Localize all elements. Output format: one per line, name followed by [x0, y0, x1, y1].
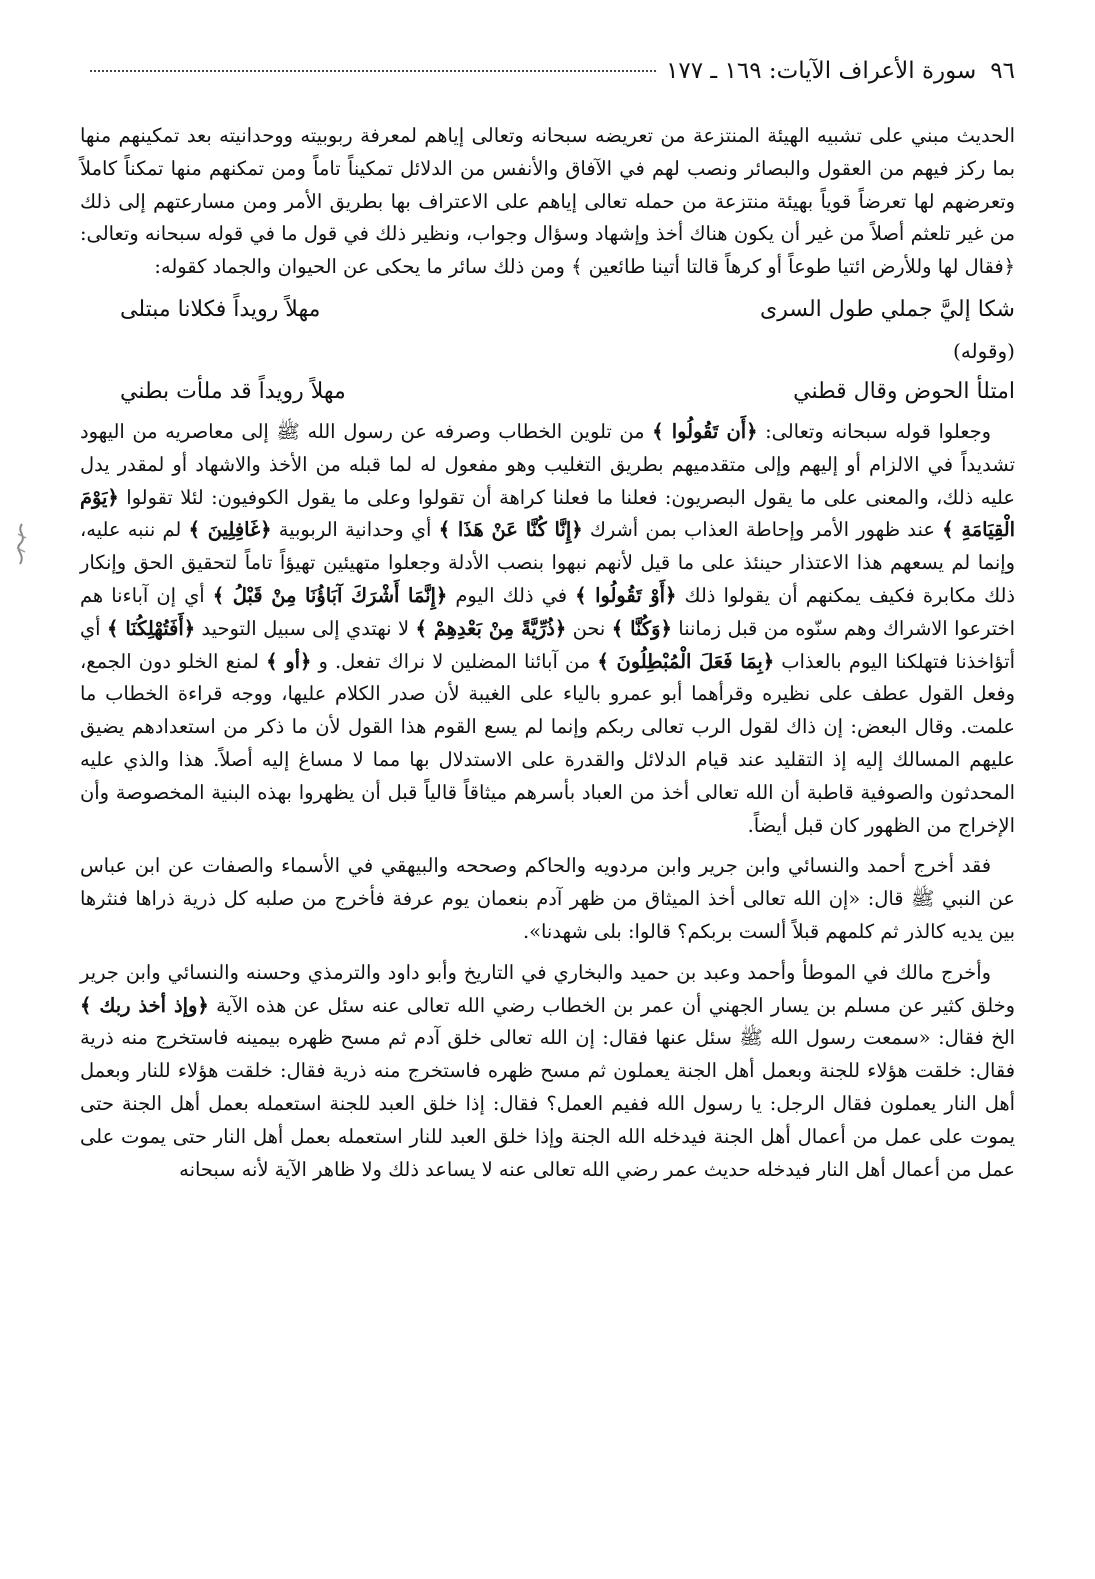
- verse-1-second-half: مهلاً رويداً فكلانا مبتلى: [120, 296, 321, 322]
- verse-2-second-half: مهلاً رويداً قد ملأت بطني: [120, 378, 346, 404]
- header-leader-dots: [90, 70, 656, 72]
- verse-2-first-half: امتلأ الحوض وقال قطني: [793, 378, 1015, 404]
- chapter-title: سورة الأعراف الآيات: ١٦٩ ـ ١٧٧: [666, 58, 977, 84]
- quran-quote: ﴿إِنَّمَا أَشْرَكَ آبَاؤُنَا مِنْ قَبْلُ ﴾: [212, 583, 448, 607]
- running-header: [80, 58, 1015, 98]
- verse-1-first-half: شكا إليَّ جملي طول السرى: [759, 296, 1015, 322]
- verse-separator: (وقوله): [953, 338, 1015, 363]
- poem-verse-2: [80, 374, 1015, 410]
- quran-quote: ﴿وإذ أخذ ربك ﴾: [80, 993, 209, 1017]
- page-body: [80, 120, 1015, 1186]
- quran-quote: ﴿ذُرِّيَّةً مِنْ بَعْدِهِمْ ﴾: [415, 616, 567, 640]
- paragraph-2: وجعلوا قوله سبحانه وتعالى: ﴿أَن تَقُولُوا ﴾ من تلوين الخطاب وصرفه عن رسول الله ﷺ إلى معاصريه من اليهود تشديداً في الالزام أو إليهم وإلى متقدميهم بطريق التغليب وهو مفعول له لما قبله من الأخذ والاشهاد أو لمقدر يدل عليه ذلك، والمعنى على ما يقول البصريون: فعلنا ما فعلنا كراهة أن تقولوا وعلى ما يقول الكوفيون: لئلا تقولوا ﴿يَوْمَ الْقِيَامَةِ ﴾ عند ظهور الأمر وإحاطة العذاب بمن أشرك ﴿إِنَّا كُنَّا عَنْ هَذَا ﴾ أي وحدانية الربوبية ﴿غَافِلِينَ ﴾ لم ننبه عليه، وإنما لم يسعهم هذا الاعتذار حينئذ على ما قيل لأنهم نبهوا بنصب الأدلة وجعلوا متهيئين تهيؤاً تاماً لتحقيق الحق وإنكار ذلك مكابرة فكيف يمكنهم أن يقولوا ذلك ﴿أَوْ تَقُولُوا ﴾ في ذلك اليوم ﴿إِنَّمَا أَشْرَكَ آبَاؤُنَا مِنْ قَبْلُ ﴾ أي إن آباءنا هم اخترعوا الاشراك وهم سنّوه من قبل زماننا ﴿وَكُنَّا ﴾ نحن ﴿ذُرِّيَّةً مِنْ بَعْدِهِمْ ﴾ لا نهتدي إلى سبيل التوحيد ﴿أَفَتُهْلِكُنَا ﴾ أي أتؤاخذنا فتهلكنا اليوم بالعذاب ﴿بِمَا فَعَلَ الْمُبْطِلُونَ ﴾ من آبائنا المضلين لا نراك تفعل. و ﴿أو ﴾ لمنع الخلو دون الجمع، وفعل القول عطف على نظيره وقرأهما أبو عمرو بالياء على الغيبة لأن صدر الكلام عليها، ووجه قراءة الخطاب ما علمت. وقال البعض: إن ذاك لقول الرب تعالى ربكم وإنما لم يسع القوم هذا القول لأن ما ذكر من استعدادهم يضيق عليهم المسالك إليه إذ التقليد عند قيام الدلائل والقدرة على الاستدلال بها مما لا مساغ إليه أصلاً. هذا والذي عليه المحدثون والصوفية قاطبة أن الله تعالى أخذ من العباد بأسرهم ميثاقاً قالياً قبل أن يظهروا بهذه البنية المخصوصة وأن الإخراج من الظهور كان قبل أيضاً.: [80, 419, 1016, 837]
- quran-quote: ﴿بِمَا فَعَلَ الْمُبْطِلُونَ ﴾: [597, 649, 775, 673]
- paragraph-1: الحديث مبني على تشبيه الهيئة المنتزعة من تعريضه سبحانه وتعالى إياهم لمعرفة ربوبيته ووحدانيته بعد تمكينهم منها بما ركز فيهم من العقول والبصائر ونصب لهم في الآفاق والأنفس من الدلائل تمكيناً تاماً ومن تمكنهم منها تمكناً كاملاً وتعرضهم لها تعرضاً قوياً بهيئة منتزعة من حمله تعالى إياهم على الاعتراف بها بطريق الأمر ومن مسارعتهم إلى ذلك من غير تلعثم أصلاً من غير أن يكون هناك أخذ وإشهاد وسؤال وجواب، ونظير ذلك في قول ما في قوله سبحانه وتعالى: ﴿فقال لها وللأرض ائتيا طوعاً أو كرهاً قالتا أتينا طائعين ﴾ ومن ذلك سائر ما يحكى عن الحيوان والجماد كقوله:: [80, 124, 1015, 279]
- paragraph-4: وأخرج مالك في الموطأ وأحمد وعبد بن حميد والبخاري في التاريخ وأبو داود والترمذي وحسنه والنسائي وابن جرير وخلق كثير عن مسلم بن يسار الجهني أن عمر بن الخطاب رضي الله تعالى عنه سئل عن هذه الآية ﴿وإذ أخذ ربك ﴾ الخ فقال: «سمعت رسول الله ﷺ سئل عنها فقال: إن الله تعالى خلق آدم ثم مسح ظهره بيمينه فاستخرج منه ذرية فقال: خلقت هؤلاء للجنة وبعمل أهل الجنة يعملون ثم مسح ظهره فاستخرج منه ذرية فقال: خلقت هؤلاء للنار وبعمل أهل النار يعملون فقال الرجل: يا رسول الله ففيم العمل؟ فقال: إذا خلق العبد للجنة استعمله بعمل أهل الجنة حتى يموت على عمل من أعمال أهل الجنة فيدخله الله الجنة وإذا خلق العبد للنار استعمله بعمل أهل النار حتى يموت على عمل من أعمال أهل النار فيدخله حديث عمر رضي الله تعالى عنه لا يساعد ذلك ولا ظاهر الآية لأنه سبحانه: [80, 960, 1015, 1181]
- quran-quote: ﴿أو ﴾: [266, 649, 312, 673]
- quran-quote: ﴿أَفَتُهْلِكُنَا ﴾: [107, 616, 196, 640]
- quran-quote: ﴿أَن تَقُولُوا ﴾: [652, 419, 758, 443]
- quran-quote: ﴿أَوْ تَقُولُوا ﴾: [575, 583, 677, 607]
- paragraph-3: فقد أخرج أحمد والنسائي وابن جرير وابن مردويه والحاكم وصححه والبيهقي في الأسماء والصفات عن ابن عباس عن النبي ﷺ قال: «إن الله تعالى أخذ الميثاق من ظهر آدم بنعمان يوم عرفة فأخرج من صلبه كل ذرية ذراها فنثرها بين يديه كالذر ثم كلمهم قبلاً ألست بربكم؟ قالوا: بلى شهدنا».: [80, 854, 1015, 943]
- page-number: ٩٦: [990, 58, 1015, 84]
- poem-verse-1: [80, 292, 1015, 328]
- quran-quote: ﴿وَكُنَّا ﴾: [611, 616, 672, 640]
- quran-quote: ﴿يَوْمَ الْقِيَامَةِ ﴾: [80, 485, 1016, 542]
- quran-quote: ﴿غَافِلِينَ ﴾: [188, 518, 272, 542]
- quran-quote: ﴿إِنَّا كُنَّا عَنْ هَذَا ﴾: [438, 518, 583, 542]
- margin-ink-mark-icon: [8, 522, 36, 566]
